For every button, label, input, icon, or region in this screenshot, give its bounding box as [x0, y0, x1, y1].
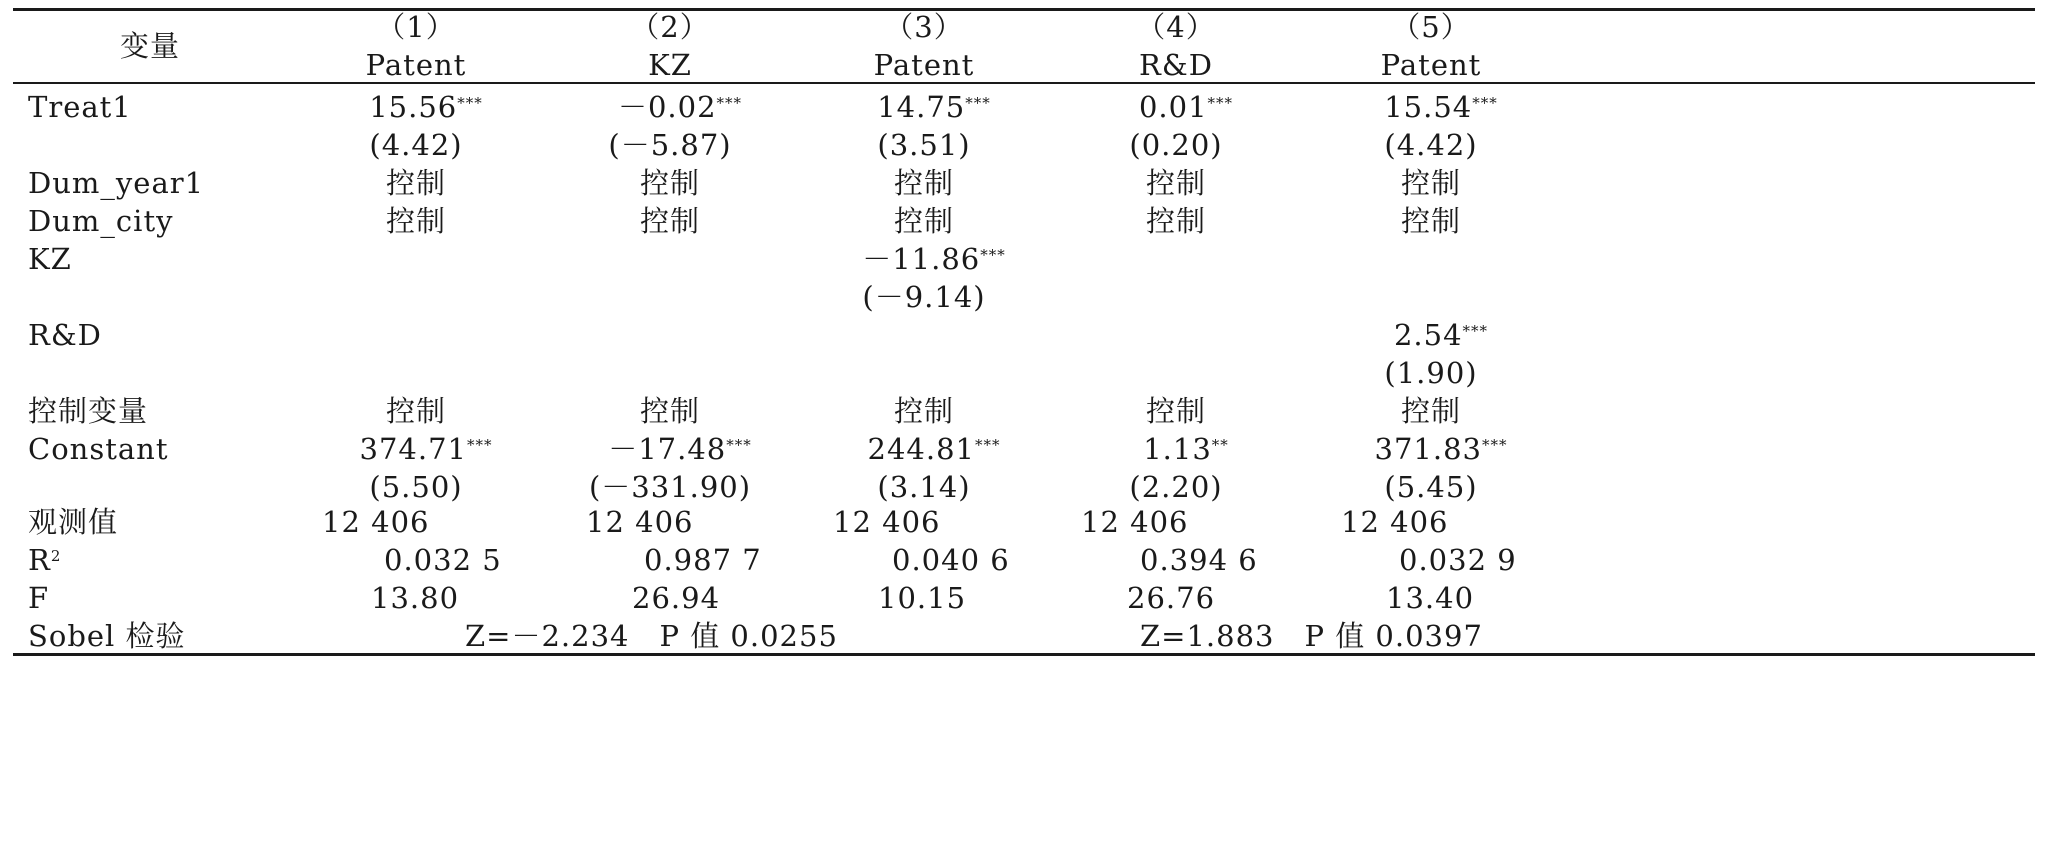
observation-count: 12 406 — [1341, 505, 1449, 539]
dependent-variable: KZ — [648, 48, 692, 82]
significance-stars: *** — [974, 436, 1001, 454]
dependent-variable: Patent — [1380, 48, 1482, 82]
row-label: F — [28, 581, 50, 615]
coefficient-value: 374.71 — [359, 432, 467, 466]
column-number: （5） — [1391, 10, 1471, 44]
column-number: （1） — [376, 10, 456, 44]
table-cell: (2.20) — [1129, 470, 1223, 504]
table-cell: (4.42) — [369, 128, 463, 162]
table-cell: (0.20) — [1129, 128, 1223, 162]
dependent-variable: Patent — [365, 48, 467, 82]
observation-count: 12 406 — [1081, 505, 1189, 539]
observation-count: 12 406 — [833, 505, 941, 539]
f-statistic: 13.80 — [371, 581, 460, 615]
coefficient-value: 244.81 — [867, 432, 975, 466]
row-label: R&D — [28, 318, 102, 352]
row-label: KZ — [28, 242, 72, 276]
row-label: Treat1 — [28, 90, 132, 124]
table-cell — [877, 90, 991, 124]
significance-stars: *** — [1462, 322, 1489, 340]
r-squared-value: 0.032 9 — [1399, 543, 1517, 577]
coefficient-value: 0.01 — [1138, 90, 1208, 124]
table-cell: (5.45) — [1384, 470, 1478, 504]
table-cell — [608, 432, 752, 466]
table-cell — [1394, 318, 1488, 352]
table-cell — [369, 90, 483, 124]
table-cell: (1.90) — [1384, 356, 1478, 390]
coefficient-value: 14.75 — [877, 90, 966, 124]
table-cell: 控制 — [1145, 166, 1207, 200]
table-cell — [1384, 90, 1498, 124]
significance-stars: *** — [965, 94, 991, 112]
r-squared-exponent: 2 — [50, 547, 62, 565]
row-label: Dum_year1 — [28, 166, 205, 200]
table-cell: 控制 — [385, 394, 447, 428]
coefficient-value: －0.02 — [617, 90, 717, 124]
r-squared-value: 0.987 7 — [644, 543, 762, 577]
table-cell — [618, 90, 742, 124]
r-squared-label: R — [28, 543, 51, 577]
table-cell: (－331.90) — [588, 470, 752, 504]
table-cell: (4.42) — [1384, 128, 1478, 162]
dependent-variable: Patent — [873, 48, 975, 82]
table-cell: (3.51) — [877, 128, 971, 162]
f-statistic: 13.40 — [1386, 581, 1475, 615]
column-number: （2） — [630, 10, 710, 44]
significance-stars: ** — [1211, 436, 1229, 454]
significance-stars: *** — [980, 246, 1006, 264]
table-cell — [1139, 90, 1233, 124]
table-cell — [1375, 432, 1508, 466]
r-squared-value: 0.040 6 — [892, 543, 1010, 577]
table-cell — [868, 432, 1001, 466]
significance-stars: *** — [716, 94, 743, 112]
row-label: 观测值 — [28, 505, 119, 539]
table-cell — [360, 432, 493, 466]
table-cell: 控制 — [385, 166, 447, 200]
f-statistic: 10.15 — [878, 581, 967, 615]
column-number: （3） — [884, 10, 964, 44]
table-cell: 控制 — [1145, 394, 1207, 428]
observation-count: 12 406 — [322, 505, 430, 539]
coefficient-value: 371.83 — [1374, 432, 1482, 466]
column-number: （4） — [1136, 10, 1216, 44]
sobel-test-result: Z=－2.234 P 值 0.0255 — [465, 619, 838, 653]
significance-stars: *** — [726, 436, 752, 454]
significance-stars: *** — [1472, 94, 1498, 112]
top-rule — [13, 8, 2035, 11]
table-cell: 控制 — [893, 166, 955, 200]
table-cell: 控制 — [385, 204, 447, 238]
row-label: Sobel 检验 — [28, 619, 186, 653]
coefficient-value: 2.54 — [1393, 318, 1463, 352]
row-label: Dum_city — [28, 204, 174, 238]
table-cell: 控制 — [639, 166, 701, 200]
coefficient-value: 15.54 — [1384, 90, 1473, 124]
significance-stars: *** — [457, 94, 483, 112]
table-cell: 控制 — [893, 394, 955, 428]
table-cell: (5.50) — [369, 470, 463, 504]
table-cell: (－5.87) — [608, 128, 732, 162]
f-statistic: 26.94 — [632, 581, 721, 615]
table-cell — [862, 242, 1006, 276]
table-cell: (3.14) — [877, 470, 971, 504]
table-cell: (－9.14) — [862, 280, 986, 314]
significance-stars: *** — [1481, 436, 1508, 454]
table-cell: 控制 — [1145, 204, 1207, 238]
sobel-test-result: Z=1.883 P 值 0.0397 — [1140, 619, 1483, 653]
table-cell: 控制 — [1400, 394, 1462, 428]
row-label — [28, 543, 61, 577]
r-squared-value: 0.394 6 — [1140, 543, 1258, 577]
bottom-rule — [13, 653, 2035, 656]
header-rule — [13, 82, 2035, 84]
row-label: Constant — [28, 432, 169, 466]
observation-count: 12 406 — [586, 505, 694, 539]
coefficient-value: －17.48 — [608, 432, 727, 466]
table-cell: 控制 — [893, 204, 955, 238]
r-squared-value: 0.032 5 — [384, 543, 502, 577]
dependent-variable: R&D — [1139, 48, 1213, 82]
significance-stars: *** — [466, 436, 493, 454]
table-cell: 控制 — [1400, 204, 1462, 238]
table-cell: 控制 — [1400, 166, 1462, 200]
coefficient-value: －11.86 — [862, 242, 981, 276]
table-cell: 控制 — [639, 394, 701, 428]
coefficient-value: 1.13 — [1143, 432, 1212, 466]
variable-header: 变量 — [119, 29, 181, 63]
f-statistic: 26.76 — [1127, 581, 1216, 615]
table-cell: 控制 — [639, 204, 701, 238]
row-label: 控制变量 — [28, 394, 149, 428]
table-cell — [1143, 432, 1229, 466]
coefficient-value: 15.56 — [369, 90, 458, 124]
significance-stars: *** — [1207, 94, 1234, 112]
